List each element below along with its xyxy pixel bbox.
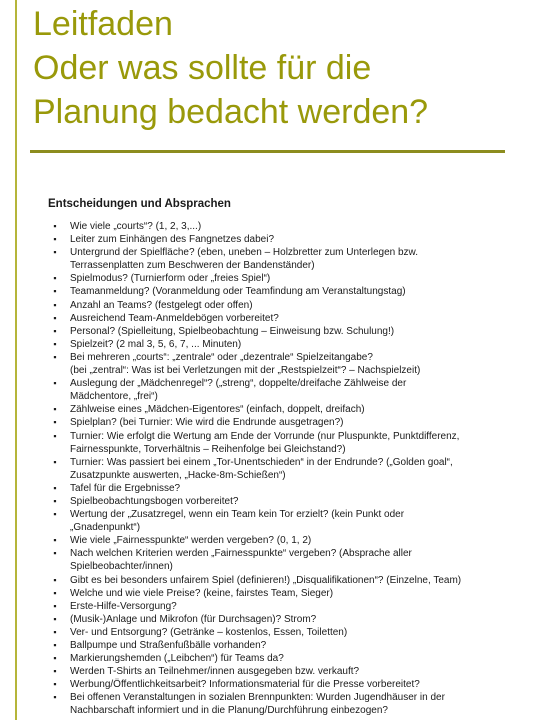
checklist-item (48, 338, 508, 351)
title-underline-rule (30, 150, 505, 153)
bullet-icon: ▪ (53, 404, 57, 415)
checklist-item-text: Turnier: Wie erfolgt die Wertung am Ende der Vorrunde (nur Pluspunkte, Punktdifferenz, (70, 430, 460, 442)
bullet-icon: ▪ (53, 221, 57, 231)
checklist-item-text: Bei mehreren „courts“: „zentrale“ oder „dezentrale“ Spielzeitangabe? (70, 351, 373, 363)
bullet-icon: ▪ (53, 312, 57, 323)
checklist-item-text: Gibt es bei besonders unfairem Spiel (definieren!) „Disqualifikationen“? (Einzelne, Team) (70, 574, 462, 586)
checklist-item (48, 626, 508, 639)
checklist-item-text: Tafel für die Ergebnisse? (70, 482, 181, 494)
checklist-item-text: Personal? (Spielleitung, Spielbeobachtung – Einweisung bzw. Schulung!) (70, 325, 395, 337)
checklist-item (48, 665, 508, 678)
bullet-icon: ▪ (53, 234, 57, 245)
bullet-icon: ▪ (53, 495, 57, 506)
checklist-item (48, 639, 508, 652)
bullet-icon: ▪ (53, 640, 57, 650)
checklist-item (48, 495, 508, 508)
checklist-item-text: Markierungshemden („Leibchen“) für Teams da? (70, 653, 284, 665)
checklist-item (48, 456, 508, 482)
checklist-item-text: Ballpumpe und Straßenfußbälle vorhanden? (70, 640, 267, 651)
bullet-icon: ▪ (53, 626, 57, 637)
checklist-item-text: Terrassenplatten zum Beschweren der Bandenständer) (70, 260, 315, 272)
bullet-icon: ▪ (53, 679, 57, 690)
bullet-icon: ▪ (53, 247, 57, 258)
bullet-icon: ▪ (53, 351, 57, 362)
slide-title-line-2: Oder was sollte für die (33, 49, 372, 87)
checklist-item (48, 652, 508, 665)
bullet-icon: ▪ (53, 666, 57, 677)
bullet-icon: ▪ (53, 574, 57, 585)
checklist-item (48, 325, 508, 338)
slide-title-line-3: Planung bedacht werden? (33, 93, 429, 131)
bullet-icon: ▪ (53, 587, 57, 598)
checklist-item-text: Leiter zum Einhängen des Fangnetzes dabei? (70, 234, 275, 246)
checklist-item-text: Zählweise eines „Mädchen-Eigentores“ (einfach, doppelt, dreifach) (70, 404, 365, 416)
checklist-item-text: Ausreichend Team-Anmeldebögen vorbereitet? (70, 312, 279, 324)
bullet-icon: ▪ (53, 338, 57, 349)
checklist-item (48, 246, 508, 272)
checklist-item-text: Wie viele „courts“? (1, 2, 3,...) (70, 221, 202, 232)
bullet-icon: ▪ (53, 692, 57, 703)
checklist-item (48, 430, 508, 456)
checklist-item (48, 416, 508, 429)
checklist-item-text: Werden T-Shirts an Teilnehmer/innen ausgegeben bzw. verkauft? (70, 666, 360, 678)
checklist-item-text: Spielbeobachter/innen) (70, 561, 173, 573)
checklist-item-text: Nach welchen Kriterien werden „Fairnesspunkte“ vergeben? (Absprache aller (70, 548, 412, 560)
checklist-item-text: Ver- und Entsorgung? (Getränke – kostenlos, Essen, Toiletten) (70, 626, 348, 638)
scanned-document (48, 196, 508, 718)
checklist-item (48, 600, 508, 613)
checklist-item (48, 377, 508, 403)
checklist-item-text: Zusatzpunkte auswerten, „Hacke-8m-Schießen“) (70, 469, 286, 481)
checklist-item-text: Nachbarschaft informiert und in die Planung/Durchführung einbezogen? (70, 705, 388, 717)
checklist-item (48, 220, 508, 233)
bullet-icon: ▪ (53, 299, 57, 310)
checklist-item-text: Spielplan? (bei Turnier: Wie wird die Endrunde ausgetragen?) (70, 417, 344, 429)
bullet-icon: ▪ (53, 509, 57, 520)
checklist-item-text: „Gnadenpunkt“) (70, 522, 141, 534)
bullet-icon: ▪ (53, 548, 57, 559)
checklist (48, 220, 508, 718)
checklist-item-text: Werbung/Öffentlichkeitsarbeit? Informationsmaterial für die Presse vorbereitet? (70, 679, 420, 691)
checklist-item-text: Fairnesspunkte, Torverhältnis – Reihenfolge bei Gleichstand?) (70, 443, 346, 455)
checklist-item-text: Welche und wie viele Preise? (keine, fairstes Team, Sieger) (70, 587, 334, 599)
checklist-item-text: Wertung der „Zusatzregel, wenn ein Team kein Tor erzielt? (kein Punkt oder (70, 509, 405, 521)
checklist-item (48, 678, 508, 691)
bullet-icon: ▪ (53, 600, 57, 611)
checklist-item (48, 272, 508, 285)
checklist-item-text: Spielmodus? (Turnierform oder „freies Spiel“) (70, 273, 271, 285)
bullet-icon: ▪ (53, 535, 57, 546)
checklist-item-text: Teamanmeldung? (Voranmeldung oder Teamfindung am Veranstaltungstag) (70, 286, 406, 298)
checklist-item-text: Turnier: Was passiert bei einem „Tor-Unentschieden“ in der Endrunde? („Golden goal“, (70, 456, 453, 468)
checklist-item-text: Wie viele „Fairnesspunkte“ werden vergeben? (0, 1, 2) (70, 535, 312, 547)
bullet-icon: ▪ (53, 456, 57, 467)
bullet-icon: ▪ (53, 430, 57, 441)
checklist-item (48, 508, 508, 534)
checklist-item-text: Untergrund der Spielfläche? (eben, uneben – Holzbretter zum Unterlegen bzw. (70, 247, 418, 259)
checklist-item (48, 547, 508, 573)
checklist-item (48, 534, 508, 547)
checklist-item-text: (Musik-)Anlage und Mikrofon (für Durchsagen)? Strom? (70, 613, 317, 625)
bullet-icon: ▪ (53, 613, 57, 624)
checklist-item (48, 613, 508, 626)
bullet-icon: ▪ (53, 417, 57, 428)
checklist-item (48, 351, 508, 377)
checklist-item-text: Erste-Hilfe-Versorgung? (70, 600, 177, 612)
checklist-item-text: Spielzeit? (2 mal 3, 5, 6, 7, ... Minuten) (70, 338, 242, 350)
bullet-icon: ▪ (53, 286, 57, 297)
checklist-item (48, 691, 508, 717)
checklist-item-text: Bei offenen Veranstaltungen in sozialen Brennpunkten: Wurden Jugendhäuser in der (70, 692, 445, 704)
checklist-item (48, 574, 508, 587)
checklist-item-text: Auslegung der „Mädchenregel“? („streng“, doppelte/dreifache Zählweise der (70, 378, 407, 390)
checklist-item (48, 233, 508, 246)
checklist-item (48, 403, 508, 416)
checklist-item-text: (bei „zentral“: Was ist bei Verletzungen mit der „Restspielzeit“? – Nachspielzeit) (70, 365, 421, 377)
checklist-item (48, 587, 508, 600)
checklist-item-text: Anzahl an Teams? (festgelegt oder offen) (70, 299, 253, 311)
slide-title-line-1: Leitfaden (33, 5, 173, 43)
bullet-icon: ▪ (53, 325, 57, 336)
checklist-item (48, 482, 508, 495)
checklist-item (48, 285, 508, 298)
checklist-item (48, 312, 508, 325)
checklist-item (48, 299, 508, 312)
bullet-icon: ▪ (53, 653, 57, 664)
bullet-icon: ▪ (53, 273, 57, 284)
checklist-item-text: Mädchentore, „frei“) (70, 391, 158, 403)
bullet-icon: ▪ (53, 378, 57, 389)
slide-left-accent-bar (15, 0, 17, 720)
bullet-icon: ▪ (53, 482, 57, 493)
checklist-item-text: Spielbeobachtungsbogen vorbereitet? (70, 495, 239, 507)
slide-title (33, 2, 533, 134)
document-heading: Entscheidungen und Absprachen (48, 198, 231, 210)
